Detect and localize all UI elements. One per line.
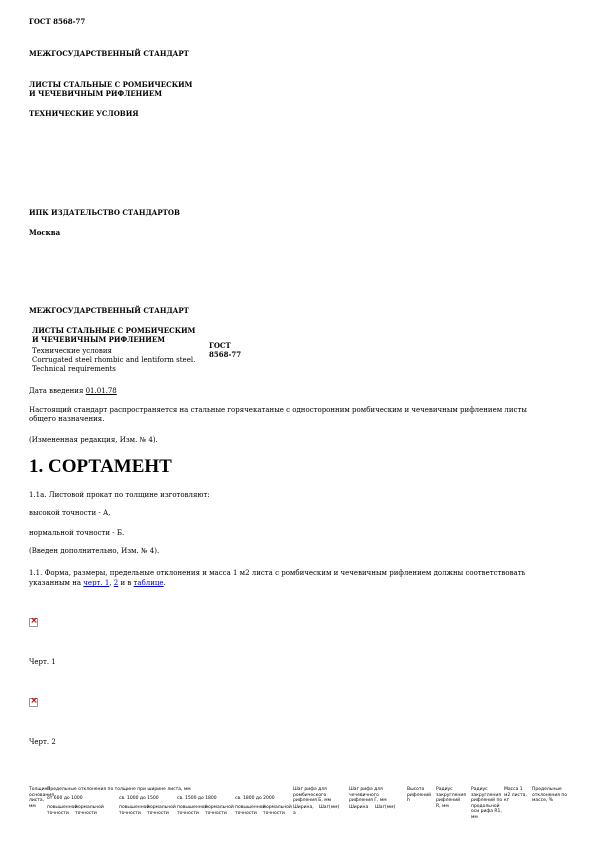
table-header-height: Высота рифлений h	[407, 787, 432, 803]
paragraph-text: .	[163, 579, 166, 587]
section-heading: 1. СОРТАМЕНТ	[29, 456, 172, 477]
table-subheader-high: повышенной точности	[119, 805, 150, 816]
table-header-width-1000-1500: св. 1000 до 1500	[119, 796, 159, 801]
title-line1: ЛИСТЫ СТАЛЬНЫЕ С РОМБИЧЕСКИМ	[32, 326, 196, 335]
cover-subtitle: ТЕХНИЧЕСКИЕ УСЛОВИЯ	[29, 109, 139, 118]
cover-interstate-standard: МЕЖГОСУДАРСТВЕННЫЙ СТАНДАРТ	[29, 49, 189, 58]
title-ru-spec: Технические условия	[32, 347, 112, 355]
chart2-link[interactable]: 2	[113, 579, 119, 587]
title-en: Corrugated steel rhombic and lentiform steel.	[32, 356, 196, 364]
cover-title-line1: ЛИСТЫ СТАЛЬНЫЕ С РОМБИЧЕСКИМ	[29, 80, 193, 89]
link-separator: ,	[109, 579, 114, 587]
table-subheader-normal: нормальной точности	[147, 805, 176, 816]
intro-date	[29, 387, 117, 396]
list-item-b: нормальной точности - Б.	[29, 529, 125, 537]
table-header-width-1500-1800: св. 1500 до 1800	[177, 796, 217, 801]
paragraph-1-1-line2	[29, 579, 166, 588]
cover-title-line2: И ЧЕЧЕВИЧНЫМ РИФЛЕНИЕМ	[29, 89, 162, 98]
list-item-a: высокой точности - А,	[29, 509, 111, 517]
table-subheader-high: повышенной точности	[235, 805, 266, 816]
table-subheader-rhombic-width: Ширина, а	[293, 805, 314, 816]
cover-publisher: ИПК ИЗДАТЕЛЬСТВО СТАНДАРТОВ	[29, 208, 180, 217]
gost-number: 8568-77	[209, 350, 242, 359]
scope-line1: Настоящий стандарт распространяется на стальные горячекатаные с односторонним ромбическим и чечевичным рифлением листы	[29, 406, 527, 414]
table-subheader-normal: нормальной точности	[75, 805, 104, 816]
scope-line2: общего назначения.	[29, 415, 105, 423]
paragraph-text: указанным на	[29, 579, 84, 587]
table-subheader-normal: нормальной точности	[263, 805, 292, 816]
chart2-broken-image-icon	[29, 698, 38, 707]
cover-city: Москва	[29, 228, 61, 237]
table-header-lentil-pitch: Шаг рифа для чечевичного рифления Г, мм	[349, 787, 387, 803]
table-header-radius-axis: Радиус закругления рифлений по продольной оси рифа R1, мм	[471, 787, 503, 820]
revision-note: (Измененная редакция, Изм. № 4).	[29, 436, 158, 444]
document-code: ГОСТ 8568-77	[29, 17, 86, 26]
table-subheader-normal: нормальной точности	[205, 805, 234, 816]
table-header-tolerance: Предельные отклонения по толщине при ширине листа, мм	[47, 787, 191, 792]
chart2-caption: Черт. 2	[29, 738, 56, 746]
gost-label: ГОСТ	[209, 341, 231, 350]
table-subheader-high: повышенной точности	[177, 805, 208, 816]
date-value: 01.01.78	[85, 387, 117, 395]
added-note: (Введен дополнительно, Изм. № 4).	[29, 547, 160, 555]
table-link[interactable]: таблице	[133, 579, 164, 587]
table-subheader-lentil-width: Ширина	[349, 805, 369, 810]
title-line2: И ЧЕЧЕВИЧНЫМ РИФЛЕНИЕМ	[32, 335, 165, 344]
paragraph-1-1a: 1.1а. Листовой прокат по толщине изготовляют:	[29, 491, 210, 499]
table-header-rhombic-pitch: Шаг рифа для ромбического рифления Б, мм	[293, 787, 332, 803]
interstate-standard: МЕЖГОСУДАРСТВЕННЫЙ СТАНДАРТ	[29, 306, 189, 315]
table-header-width-600-1000: от 600 до 1000	[47, 796, 83, 801]
table-subheader-rhombic-step: Шаг(мм)	[319, 805, 340, 810]
date-label: Дата введения	[29, 387, 84, 395]
chart1-caption: Черт. 1	[29, 658, 56, 666]
table-header-radius: Радиус закругления рифлений R, мм	[436, 787, 466, 809]
chart1-link[interactable]: черт. 1	[83, 579, 110, 587]
table-subheader-high: повышенной точности	[47, 805, 78, 816]
table-header-thickness: Толщина основания листа, мм	[29, 787, 54, 809]
table-subheader-lentil-step: Шаг(мм)	[375, 805, 396, 810]
table-header-width-1800-2000: св. 1800 до 2000	[235, 796, 275, 801]
chart1-broken-image-icon	[29, 618, 38, 627]
paragraph-1-1-line1: 1.1. Форма, размеры, предельные отклонения и масса 1 м2 листа с ромбическим и чечевичным рифлением должны соответствовать	[29, 569, 526, 577]
title-en-spec: Technical requirements	[32, 365, 116, 373]
table-header-mass: Масса 1 м2 листа, кг	[504, 787, 527, 803]
paragraph-text: и в	[118, 579, 134, 587]
table-header-mass-tolerance: Предельные отклонения по массе, %	[532, 787, 568, 803]
